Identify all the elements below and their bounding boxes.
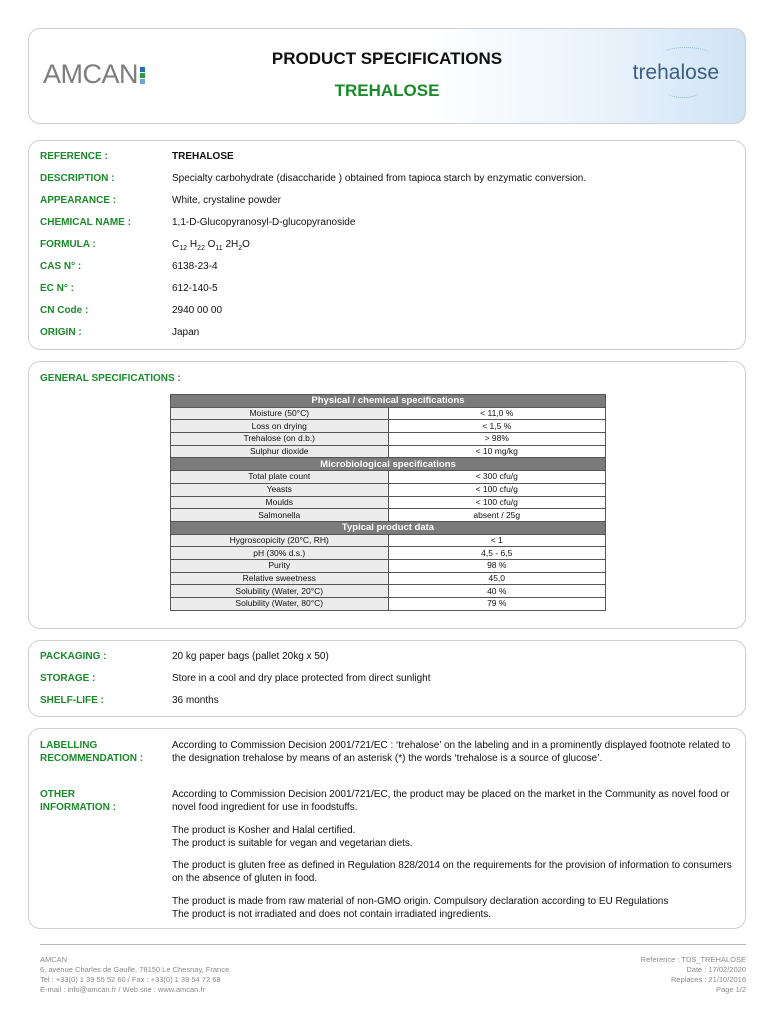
formula-value: $C_{12}$ $H_{22}$ $O_{11}$ $2H_2O$	[172, 239, 250, 252]
table-section-header: Physical / chemical specifications	[171, 395, 606, 408]
footer-divider	[40, 944, 746, 945]
table-row: Solubility (Water, 20°C) 40 %	[171, 585, 606, 598]
table-row: Purity 98 %	[171, 559, 606, 572]
other-information-label: OTHER INFORMATION :	[40, 789, 116, 813]
cas-value: 6138-23-4	[172, 261, 218, 272]
appearance-label: APPEARANCE :	[40, 195, 117, 206]
packaging-label: PACKAGING :	[40, 651, 107, 662]
other-info-paragraph: The product is Kosher and Halal certified. The product is suitable for vegan and vegetarian diets.	[172, 825, 413, 849]
chemical-name-value: 1,1-D-Glucopyranosyl-D-glucopyranoside	[172, 217, 356, 228]
cas-label: CAS N° :	[40, 261, 82, 272]
footer-email: E-mail : info@amcan.fr / Web site : www.amcan.fr	[40, 985, 206, 994]
footer-company: AMCAN	[40, 955, 68, 964]
header-box	[28, 28, 746, 124]
packaging-box	[28, 640, 746, 717]
spec-table	[170, 394, 606, 611]
brand-swirl-icon	[667, 87, 699, 98]
table-row: Solubility (Water, 80°C) 79 %	[171, 598, 606, 611]
document-title: PRODUCT SPECIFICATIONS	[271, 49, 503, 68]
table-row: Relative sweetness 45,0	[171, 572, 606, 585]
table-row: Moisture (50°C) < 11,0 %	[171, 407, 606, 420]
chemical-name-label: CHEMICAL NAME :	[40, 217, 131, 228]
shelf-life-value: 36 months	[172, 695, 219, 706]
reference-value: TREHALOSE	[172, 151, 234, 162]
table-row: Sulphur dioxide < 10 mg/kg	[171, 445, 606, 458]
table-row: Total plate count < 300 cfu/g	[171, 471, 606, 484]
other-info-paragraph: The product is gluten free as defined in Regulation 828/2014 on the requirements for the provision of information to consumers on the absence of gluten in food.	[172, 860, 732, 884]
cn-code-value: 2940 00 00	[172, 305, 223, 316]
formula-label: FORMULA :	[40, 239, 96, 250]
footer-document-info	[641, 955, 746, 995]
table-row: Hygroscopicity (20°C, RH) < 1	[171, 534, 606, 547]
ec-value: 612-140-5	[172, 283, 218, 294]
cn-code-label: CN Code :	[40, 305, 89, 316]
footer-date: Date : 17/02/2020	[686, 965, 746, 974]
table-row: Moulds < 100 cfu/g	[171, 496, 606, 509]
other-info-paragraph: The product is made from raw material of non-GMO origin. Compulsory declaration according to EU Regulations The product is not irradiated and does not contain irradiated ingredients.	[172, 896, 669, 920]
appearance-value: White, crystaline powder	[172, 195, 281, 206]
general-specs-label: GENERAL SPECIFICATIONS :	[40, 373, 181, 384]
storage-value: Store in a cool and dry place protected from direct sunlight	[172, 673, 431, 684]
footer-company-info	[40, 955, 229, 995]
brand-swirl-icon	[663, 47, 709, 60]
description-value: Specialty carbohydrate (disaccharide ) obtained from tapioca starch by enzymatic conversion.	[172, 173, 587, 184]
footer-replaces: Replaces : 21/10/2016	[670, 975, 746, 984]
footer-page: Page 1/2	[715, 985, 746, 994]
ec-label: EC N° :	[40, 283, 74, 294]
footer-reference: Reference : TDS_TREHALOSE	[640, 955, 746, 964]
other-info-paragraph: According to Commission Decision 2001/721/EC, the product may be placed on the market in the Community as novel food or novel food ingredient for use in foodstuffs.	[172, 789, 730, 813]
reference-label: REFERENCE :	[40, 151, 108, 162]
origin-label: ORIGIN :	[40, 327, 82, 338]
storage-label: STORAGE :	[40, 673, 96, 684]
identity-box	[28, 140, 746, 350]
table-section-header: Typical product data	[171, 521, 606, 534]
table-row: Salmonella absent / 25g	[171, 509, 606, 522]
footer-address: 6, avenue Charles de Gaulle, 78150 Le Chesnay, France	[40, 965, 230, 974]
packaging-value: 20 kg paper bags (pallet 20kg x 50)	[172, 651, 329, 662]
table-section-header: Microbiological specifications	[171, 458, 606, 471]
description-label: DESCRIPTION :	[40, 173, 115, 184]
shelf-life-label: SHELF-LIFE :	[40, 695, 104, 706]
labelling-label: LABELLING RECOMMENDATION :	[40, 740, 144, 764]
brand-logo: trehalose	[632, 61, 719, 84]
information-box	[28, 728, 746, 929]
origin-value: Japan	[172, 327, 200, 338]
general-specs-box	[28, 361, 746, 629]
labelling-text: According to Commission Decision 2001/721/EC : ‘trehalose’ on the labeling and in a prominently displayed footnote related to the designation trehalose by means of an asterisk (*) the words ‘trehalose is a source of glucose’.	[172, 740, 731, 764]
table-row: Loss on drying < 1,5 %	[171, 420, 606, 433]
table-row: pH (30% d.s.) 4,5 - 6,5	[171, 547, 606, 560]
footer-phone: Tel : +33(0) 1 39 55 52 60 / Fax : +33(0) 1 39 54 72 68	[40, 975, 221, 984]
logo-text: AMCAN	[43, 59, 139, 89]
table-row: Trehalose (on d.b.) > 98%	[171, 433, 606, 446]
product-name: TREHALOSE	[334, 81, 440, 100]
table-row: Yeasts < 100 cfu/g	[171, 483, 606, 496]
